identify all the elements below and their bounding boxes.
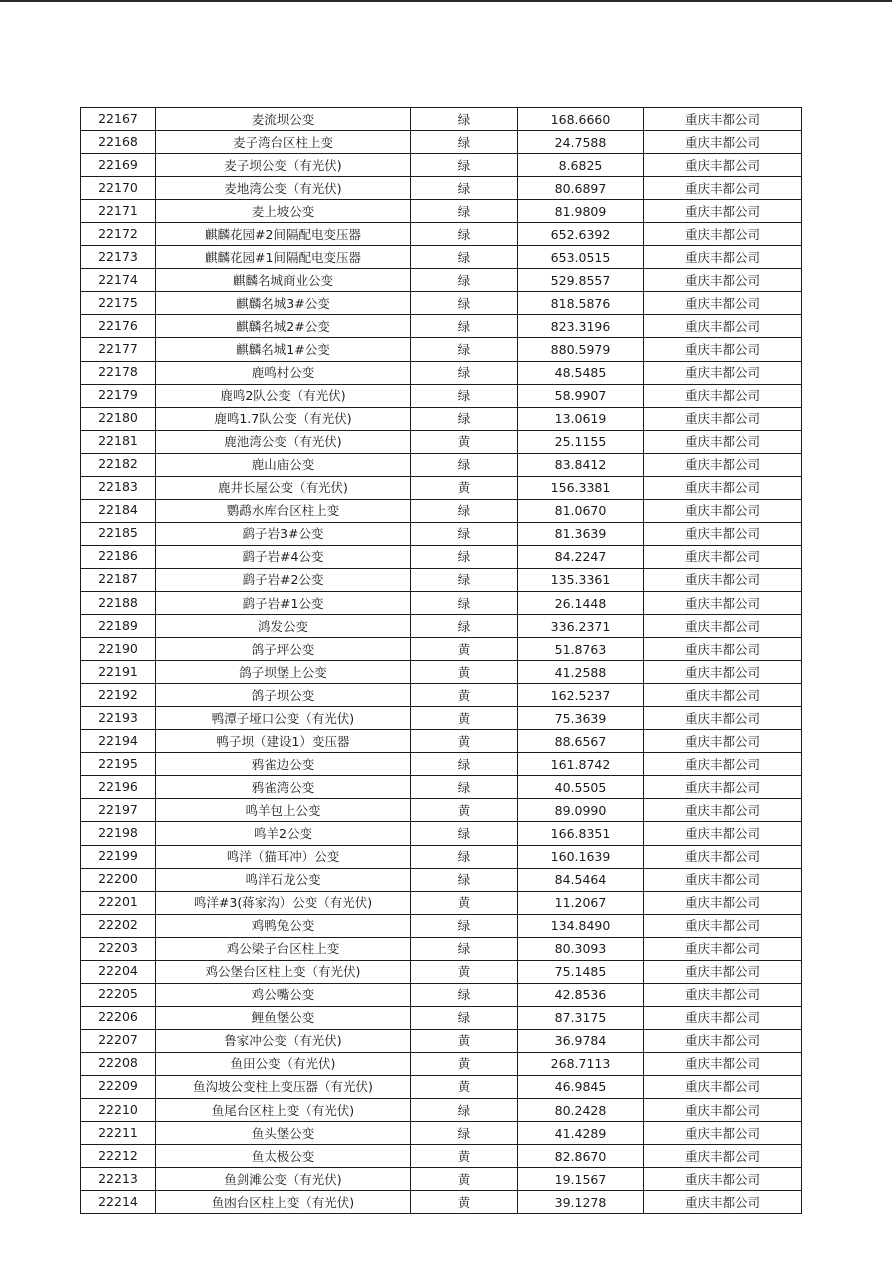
company-cell: 重庆丰都公司 xyxy=(644,200,802,223)
value-cell: 83.8412 xyxy=(518,453,644,476)
row-id-cell: 22179 xyxy=(81,384,156,407)
table-row xyxy=(81,361,802,384)
company-cell: 重庆丰都公司 xyxy=(644,476,802,499)
status-cell: 绿 xyxy=(411,1099,518,1122)
status-cell: 绿 xyxy=(411,361,518,384)
value-cell: 88.6567 xyxy=(518,730,644,753)
transformer-name-cell: 鸽子坝公变 xyxy=(156,684,411,707)
table-row xyxy=(81,822,802,845)
company-cell: 重庆丰都公司 xyxy=(644,753,802,776)
company-cell: 重庆丰都公司 xyxy=(644,1075,802,1098)
value-cell: 134.8490 xyxy=(518,914,644,937)
status-cell: 绿 xyxy=(411,108,518,131)
value-cell: 19.1567 xyxy=(518,1168,644,1191)
value-cell: 162.5237 xyxy=(518,684,644,707)
company-cell: 重庆丰都公司 xyxy=(644,223,802,246)
value-cell: 41.2588 xyxy=(518,661,644,684)
table-row xyxy=(81,1191,802,1214)
transformer-name-cell: 鸡鸭兔公变 xyxy=(156,914,411,937)
value-cell: 26.1448 xyxy=(518,591,644,614)
value-cell: 166.8351 xyxy=(518,822,644,845)
value-cell: 135.3361 xyxy=(518,568,644,591)
row-id-cell: 22169 xyxy=(81,154,156,177)
row-id-cell: 22167 xyxy=(81,108,156,131)
row-id-cell: 22181 xyxy=(81,430,156,453)
row-id-cell: 22195 xyxy=(81,753,156,776)
company-cell: 重庆丰都公司 xyxy=(644,707,802,730)
table-row xyxy=(81,1052,802,1075)
status-cell: 绿 xyxy=(411,131,518,154)
transformer-name-cell: 鸽子坪公变 xyxy=(156,638,411,661)
row-id-cell: 22200 xyxy=(81,868,156,891)
row-id-cell: 22205 xyxy=(81,983,156,1006)
table-row xyxy=(81,568,802,591)
status-cell: 黄 xyxy=(411,960,518,983)
company-cell: 重庆丰都公司 xyxy=(644,1006,802,1029)
table-row xyxy=(81,684,802,707)
table-row xyxy=(81,1168,802,1191)
transformer-name-cell: 鸣洋#3(蒋家沟）公变（有光伏) xyxy=(156,891,411,914)
company-cell: 重庆丰都公司 xyxy=(644,361,802,384)
value-cell: 84.5464 xyxy=(518,868,644,891)
transformer-name-cell: 鸣洋（猫耳冲）公变 xyxy=(156,845,411,868)
status-cell: 绿 xyxy=(411,937,518,960)
company-cell: 重庆丰都公司 xyxy=(644,868,802,891)
row-id-cell: 22211 xyxy=(81,1122,156,1145)
status-cell: 绿 xyxy=(411,545,518,568)
status-cell: 黄 xyxy=(411,638,518,661)
value-cell: 75.3639 xyxy=(518,707,644,730)
row-id-cell: 22189 xyxy=(81,615,156,638)
table-row xyxy=(81,338,802,361)
company-cell: 重庆丰都公司 xyxy=(644,545,802,568)
row-id-cell: 22178 xyxy=(81,361,156,384)
status-cell: 绿 xyxy=(411,177,518,200)
table-row xyxy=(81,845,802,868)
company-cell: 重庆丰都公司 xyxy=(644,1052,802,1075)
value-cell: 336.2371 xyxy=(518,615,644,638)
table-row xyxy=(81,1122,802,1145)
transformer-name-cell: 鸦雀边公变 xyxy=(156,753,411,776)
table-row xyxy=(81,499,802,522)
row-id-cell: 22176 xyxy=(81,315,156,338)
status-cell: 绿 xyxy=(411,499,518,522)
value-cell: 48.5485 xyxy=(518,361,644,384)
transformer-name-cell: 鹿池湾公变（有光伏) xyxy=(156,430,411,453)
status-cell: 绿 xyxy=(411,292,518,315)
row-id-cell: 22197 xyxy=(81,799,156,822)
value-cell: 58.9907 xyxy=(518,384,644,407)
row-id-cell: 22185 xyxy=(81,522,156,545)
value-cell: 880.5979 xyxy=(518,338,644,361)
table-row xyxy=(81,430,802,453)
table-row xyxy=(81,937,802,960)
table-row xyxy=(81,108,802,131)
transformer-name-cell: 鱼凼台区柱上变（有光伏) xyxy=(156,1191,411,1214)
value-cell: 41.4289 xyxy=(518,1122,644,1145)
transformer-name-cell: 麦上坡公变 xyxy=(156,200,411,223)
table-row xyxy=(81,131,802,154)
value-cell: 51.8763 xyxy=(518,638,644,661)
company-cell: 重庆丰都公司 xyxy=(644,661,802,684)
row-id-cell: 22196 xyxy=(81,776,156,799)
transformer-name-cell: 鹞子岩#4公变 xyxy=(156,545,411,568)
value-cell: 160.1639 xyxy=(518,845,644,868)
transformer-name-cell: 鲁家冲公变（有光伏) xyxy=(156,1029,411,1052)
company-cell: 重庆丰都公司 xyxy=(644,1122,802,1145)
row-id-cell: 22208 xyxy=(81,1052,156,1075)
row-id-cell: 22171 xyxy=(81,200,156,223)
row-id-cell: 22214 xyxy=(81,1191,156,1214)
status-cell: 绿 xyxy=(411,1122,518,1145)
row-id-cell: 22204 xyxy=(81,960,156,983)
table-row xyxy=(81,1099,802,1122)
status-cell: 绿 xyxy=(411,615,518,638)
table-row xyxy=(81,960,802,983)
status-cell: 绿 xyxy=(411,384,518,407)
row-id-cell: 22186 xyxy=(81,545,156,568)
status-cell: 绿 xyxy=(411,522,518,545)
status-cell: 黄 xyxy=(411,430,518,453)
transformer-name-cell: 鹿鸣1.7队公变（有光伏) xyxy=(156,407,411,430)
transformer-name-cell: 鹞子岩#1公变 xyxy=(156,591,411,614)
row-id-cell: 22210 xyxy=(81,1099,156,1122)
transformer-table xyxy=(80,107,802,1214)
row-id-cell: 22187 xyxy=(81,568,156,591)
status-cell: 黄 xyxy=(411,730,518,753)
company-cell: 重庆丰都公司 xyxy=(644,292,802,315)
company-cell: 重庆丰都公司 xyxy=(644,407,802,430)
status-cell: 绿 xyxy=(411,154,518,177)
table-row xyxy=(81,1006,802,1029)
value-cell: 168.6660 xyxy=(518,108,644,131)
table-row xyxy=(81,1029,802,1052)
status-cell: 绿 xyxy=(411,453,518,476)
row-id-cell: 22194 xyxy=(81,730,156,753)
table-row xyxy=(81,384,802,407)
row-id-cell: 22212 xyxy=(81,1145,156,1168)
value-cell: 80.6897 xyxy=(518,177,644,200)
value-cell: 81.0670 xyxy=(518,499,644,522)
row-id-cell: 22175 xyxy=(81,292,156,315)
table-row xyxy=(81,661,802,684)
status-cell: 绿 xyxy=(411,338,518,361)
row-id-cell: 22172 xyxy=(81,223,156,246)
table-row xyxy=(81,799,802,822)
transformer-name-cell: 麒麟名城商业公变 xyxy=(156,269,411,292)
status-cell: 绿 xyxy=(411,983,518,1006)
table-row xyxy=(81,868,802,891)
table-row xyxy=(81,776,802,799)
transformer-name-cell: 麒麟花园#2间隔配电变压器 xyxy=(156,223,411,246)
status-cell: 绿 xyxy=(411,822,518,845)
row-id-cell: 22203 xyxy=(81,937,156,960)
page-top-rule xyxy=(0,0,892,2)
company-cell: 重庆丰都公司 xyxy=(644,914,802,937)
company-cell: 重庆丰都公司 xyxy=(644,638,802,661)
company-cell: 重庆丰都公司 xyxy=(644,591,802,614)
company-cell: 重庆丰都公司 xyxy=(644,131,802,154)
table-row xyxy=(81,891,802,914)
row-id-cell: 22201 xyxy=(81,891,156,914)
value-cell: 36.9784 xyxy=(518,1029,644,1052)
company-cell: 重庆丰都公司 xyxy=(644,983,802,1006)
table-row xyxy=(81,476,802,499)
row-id-cell: 22180 xyxy=(81,407,156,430)
value-cell: 161.8742 xyxy=(518,753,644,776)
row-id-cell: 22191 xyxy=(81,661,156,684)
table-row xyxy=(81,154,802,177)
row-id-cell: 22183 xyxy=(81,476,156,499)
status-cell: 黄 xyxy=(411,707,518,730)
value-cell: 653.0515 xyxy=(518,246,644,269)
transformer-name-cell: 麒麟名城1#公变 xyxy=(156,338,411,361)
table-row xyxy=(81,407,802,430)
table-body xyxy=(81,108,802,1214)
company-cell: 重庆丰都公司 xyxy=(644,845,802,868)
company-cell: 重庆丰都公司 xyxy=(644,315,802,338)
company-cell: 重庆丰都公司 xyxy=(644,269,802,292)
transformer-name-cell: 鱼剑滩公变（有光伏) xyxy=(156,1168,411,1191)
value-cell: 24.7588 xyxy=(518,131,644,154)
status-cell: 绿 xyxy=(411,246,518,269)
transformer-name-cell: 麦地湾公变（有光伏) xyxy=(156,177,411,200)
company-cell: 重庆丰都公司 xyxy=(644,246,802,269)
status-cell: 绿 xyxy=(411,753,518,776)
transformer-name-cell: 鸣羊包上公变 xyxy=(156,799,411,822)
status-cell: 黄 xyxy=(411,661,518,684)
table-row xyxy=(81,269,802,292)
company-cell: 重庆丰都公司 xyxy=(644,891,802,914)
table-row xyxy=(81,1145,802,1168)
status-cell: 黄 xyxy=(411,891,518,914)
status-cell: 黄 xyxy=(411,684,518,707)
table-row xyxy=(81,522,802,545)
transformer-name-cell: 鹿鸣2队公变（有光伏) xyxy=(156,384,411,407)
table-row xyxy=(81,453,802,476)
status-cell: 绿 xyxy=(411,1006,518,1029)
transformer-name-cell: 鹦鹉水库台区柱上变 xyxy=(156,499,411,522)
company-cell: 重庆丰都公司 xyxy=(644,499,802,522)
company-cell: 重庆丰都公司 xyxy=(644,338,802,361)
table-row xyxy=(81,753,802,776)
table-row xyxy=(81,177,802,200)
table-row xyxy=(81,638,802,661)
company-cell: 重庆丰都公司 xyxy=(644,1029,802,1052)
transformer-name-cell: 麒麟花园#1间隔配电变压器 xyxy=(156,246,411,269)
status-cell: 绿 xyxy=(411,868,518,891)
transformer-name-cell: 麒麟名城3#公变 xyxy=(156,292,411,315)
company-cell: 重庆丰都公司 xyxy=(644,384,802,407)
value-cell: 25.1155 xyxy=(518,430,644,453)
transformer-name-cell: 鸭子坝（建设1）变压器 xyxy=(156,730,411,753)
transformer-name-cell: 鸣洋石龙公变 xyxy=(156,868,411,891)
value-cell: 156.3381 xyxy=(518,476,644,499)
status-cell: 绿 xyxy=(411,845,518,868)
row-id-cell: 22198 xyxy=(81,822,156,845)
row-id-cell: 22170 xyxy=(81,177,156,200)
transformer-name-cell: 鸭潭子垭口公变（有光伏) xyxy=(156,707,411,730)
transformer-table-container xyxy=(80,107,801,1214)
company-cell: 重庆丰都公司 xyxy=(644,430,802,453)
value-cell: 89.0990 xyxy=(518,799,644,822)
transformer-name-cell: 鸡公嘴公变 xyxy=(156,983,411,1006)
transformer-name-cell: 麦流坝公变 xyxy=(156,108,411,131)
row-id-cell: 22173 xyxy=(81,246,156,269)
transformer-name-cell: 鱼头堡公变 xyxy=(156,1122,411,1145)
row-id-cell: 22190 xyxy=(81,638,156,661)
status-cell: 黄 xyxy=(411,1168,518,1191)
row-id-cell: 22182 xyxy=(81,453,156,476)
value-cell: 13.0619 xyxy=(518,407,644,430)
company-cell: 重庆丰都公司 xyxy=(644,960,802,983)
status-cell: 绿 xyxy=(411,269,518,292)
table-row xyxy=(81,591,802,614)
value-cell: 75.1485 xyxy=(518,960,644,983)
status-cell: 绿 xyxy=(411,776,518,799)
company-cell: 重庆丰都公司 xyxy=(644,615,802,638)
transformer-name-cell: 鸿发公变 xyxy=(156,615,411,638)
transformer-name-cell: 麦子坝公变（有光伏) xyxy=(156,154,411,177)
table-row xyxy=(81,983,802,1006)
transformer-name-cell: 鹿井长屋公变（有光伏) xyxy=(156,476,411,499)
company-cell: 重庆丰都公司 xyxy=(644,177,802,200)
row-id-cell: 22193 xyxy=(81,707,156,730)
table-row xyxy=(81,292,802,315)
row-id-cell: 22192 xyxy=(81,684,156,707)
row-id-cell: 22209 xyxy=(81,1075,156,1098)
company-cell: 重庆丰都公司 xyxy=(644,730,802,753)
table-row xyxy=(81,246,802,269)
transformer-name-cell: 麦子湾台区柱上变 xyxy=(156,131,411,154)
company-cell: 重庆丰都公司 xyxy=(644,154,802,177)
transformer-name-cell: 鱼太极公变 xyxy=(156,1145,411,1168)
row-id-cell: 22199 xyxy=(81,845,156,868)
transformer-name-cell: 鹿鸣村公变 xyxy=(156,361,411,384)
transformer-name-cell: 鱼沟坡公变柱上变压器（有光伏) xyxy=(156,1075,411,1098)
value-cell: 80.2428 xyxy=(518,1099,644,1122)
transformer-name-cell: 麒麟名城2#公变 xyxy=(156,315,411,338)
status-cell: 黄 xyxy=(411,1052,518,1075)
value-cell: 529.8557 xyxy=(518,269,644,292)
table-row xyxy=(81,200,802,223)
table-row xyxy=(81,1075,802,1098)
value-cell: 84.2247 xyxy=(518,545,644,568)
value-cell: 8.6825 xyxy=(518,154,644,177)
status-cell: 黄 xyxy=(411,1029,518,1052)
table-row xyxy=(81,545,802,568)
value-cell: 80.3093 xyxy=(518,937,644,960)
transformer-name-cell: 鸦雀湾公变 xyxy=(156,776,411,799)
transformer-name-cell: 鱼田公变（有光伏) xyxy=(156,1052,411,1075)
row-id-cell: 22206 xyxy=(81,1006,156,1029)
status-cell: 绿 xyxy=(411,315,518,338)
company-cell: 重庆丰都公司 xyxy=(644,1191,802,1214)
row-id-cell: 22188 xyxy=(81,591,156,614)
value-cell: 818.5876 xyxy=(518,292,644,315)
value-cell: 652.6392 xyxy=(518,223,644,246)
company-cell: 重庆丰都公司 xyxy=(644,937,802,960)
transformer-name-cell: 鹞子岩3#公变 xyxy=(156,522,411,545)
transformer-name-cell: 鹞子岩#2公变 xyxy=(156,568,411,591)
table-row xyxy=(81,730,802,753)
row-id-cell: 22207 xyxy=(81,1029,156,1052)
value-cell: 823.3196 xyxy=(518,315,644,338)
table-row xyxy=(81,615,802,638)
company-cell: 重庆丰都公司 xyxy=(644,1168,802,1191)
transformer-name-cell: 鸽子坝堡上公变 xyxy=(156,661,411,684)
company-cell: 重庆丰都公司 xyxy=(644,776,802,799)
company-cell: 重庆丰都公司 xyxy=(644,1099,802,1122)
transformer-name-cell: 鸡公梁子台区柱上变 xyxy=(156,937,411,960)
status-cell: 绿 xyxy=(411,407,518,430)
company-cell: 重庆丰都公司 xyxy=(644,822,802,845)
status-cell: 绿 xyxy=(411,568,518,591)
status-cell: 绿 xyxy=(411,591,518,614)
status-cell: 绿 xyxy=(411,914,518,937)
table-row xyxy=(81,315,802,338)
status-cell: 黄 xyxy=(411,476,518,499)
transformer-name-cell: 鲤鱼堡公变 xyxy=(156,1006,411,1029)
row-id-cell: 22168 xyxy=(81,131,156,154)
table-row xyxy=(81,223,802,246)
value-cell: 87.3175 xyxy=(518,1006,644,1029)
row-id-cell: 22213 xyxy=(81,1168,156,1191)
value-cell: 81.9809 xyxy=(518,200,644,223)
value-cell: 46.9845 xyxy=(518,1075,644,1098)
value-cell: 42.8536 xyxy=(518,983,644,1006)
row-id-cell: 22202 xyxy=(81,914,156,937)
transformer-name-cell: 鸣羊2公变 xyxy=(156,822,411,845)
status-cell: 绿 xyxy=(411,223,518,246)
value-cell: 82.8670 xyxy=(518,1145,644,1168)
company-cell: 重庆丰都公司 xyxy=(644,799,802,822)
value-cell: 11.2067 xyxy=(518,891,644,914)
company-cell: 重庆丰都公司 xyxy=(644,522,802,545)
company-cell: 重庆丰都公司 xyxy=(644,108,802,131)
transformer-name-cell: 鸡公堡台区柱上变（有光伏) xyxy=(156,960,411,983)
status-cell: 黄 xyxy=(411,799,518,822)
row-id-cell: 22174 xyxy=(81,269,156,292)
company-cell: 重庆丰都公司 xyxy=(644,684,802,707)
transformer-name-cell: 鹿山庙公变 xyxy=(156,453,411,476)
value-cell: 81.3639 xyxy=(518,522,644,545)
value-cell: 40.5505 xyxy=(518,776,644,799)
row-id-cell: 22177 xyxy=(81,338,156,361)
value-cell: 268.7113 xyxy=(518,1052,644,1075)
row-id-cell: 22184 xyxy=(81,499,156,522)
company-cell: 重庆丰都公司 xyxy=(644,1145,802,1168)
value-cell: 39.1278 xyxy=(518,1191,644,1214)
table-row xyxy=(81,914,802,937)
company-cell: 重庆丰都公司 xyxy=(644,568,802,591)
status-cell: 黄 xyxy=(411,1191,518,1214)
status-cell: 黄 xyxy=(411,1145,518,1168)
transformer-name-cell: 鱼尾台区柱上变（有光伏) xyxy=(156,1099,411,1122)
status-cell: 黄 xyxy=(411,1075,518,1098)
status-cell: 绿 xyxy=(411,200,518,223)
table-row xyxy=(81,707,802,730)
company-cell: 重庆丰都公司 xyxy=(644,453,802,476)
